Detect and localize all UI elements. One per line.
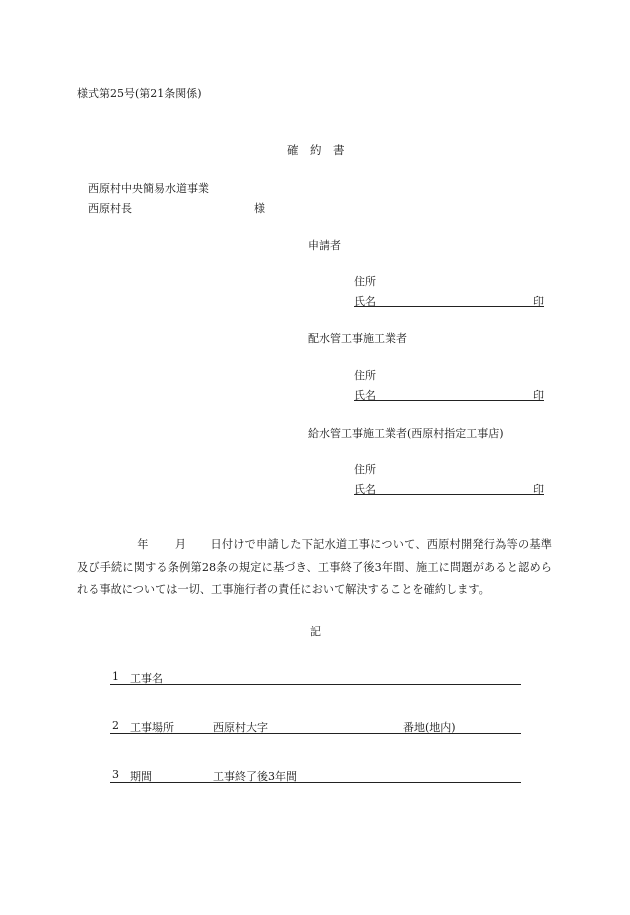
body-paragraph [77, 534, 552, 602]
item-3-label: 期間 [130, 770, 152, 783]
item-2-label: 工事場所 [130, 721, 174, 734]
item-1-label: 工事名 [130, 672, 163, 685]
addressee-line1: 西原村中央簡易水道事業 [88, 182, 209, 195]
distribution-contractor-seal: 印 [533, 389, 544, 402]
body-text: 日付けで申請した下記水道工事について、西原村開発行為等の基準及び手続に関する条例第28条の規定に基づき、工事終了後3年間、施工に問題があると認められる事故については一切、工事施行者の責任において解決することを確約します。 [77, 538, 552, 596]
applicant-seal: 印 [533, 295, 544, 308]
form-number: 様式第25号(第21条関係) [77, 87, 202, 100]
item-3-underline [110, 782, 521, 783]
applicant-heading: 申請者 [308, 239, 341, 252]
note-heading: 記 [310, 625, 321, 638]
item-3-number: 3 [112, 768, 119, 781]
item-2-underline [110, 733, 521, 734]
applicant-address-label: 住所 [354, 275, 376, 288]
supply-contractor-heading: 給水管工事施工業者(西原村指定工事店) [308, 427, 504, 440]
supply-contractor-address-label: 住所 [354, 463, 376, 476]
addressee-honorific: 様 [254, 202, 265, 215]
item-1-number: 1 [112, 670, 119, 683]
distribution-contractor-name-label: 氏名 [354, 389, 376, 402]
addressee-line2: 西原村長 [88, 202, 132, 215]
supply-contractor-name-underline [354, 494, 544, 495]
supply-contractor-seal: 印 [533, 483, 544, 496]
document-title: 確 約 書 [287, 143, 345, 157]
applicant-name-label: 氏名 [354, 295, 376, 308]
distribution-contractor-name-underline [354, 400, 544, 401]
applicant-name-underline [354, 306, 544, 307]
item-2-number: 2 [112, 719, 119, 732]
item-2-value: 西原村大字 [213, 721, 268, 734]
item-2-suffix: 番地(地内) [403, 721, 456, 734]
item-3-value: 工事終了後3年間 [213, 770, 297, 783]
distribution-contractor-heading: 配水管工事施工業者 [308, 332, 407, 345]
supply-contractor-name-label: 氏名 [354, 483, 376, 496]
body-month: 月 [174, 538, 187, 551]
body-year: 年 [137, 538, 149, 551]
distribution-contractor-address-label: 住所 [354, 369, 376, 382]
item-1-underline [110, 684, 521, 685]
